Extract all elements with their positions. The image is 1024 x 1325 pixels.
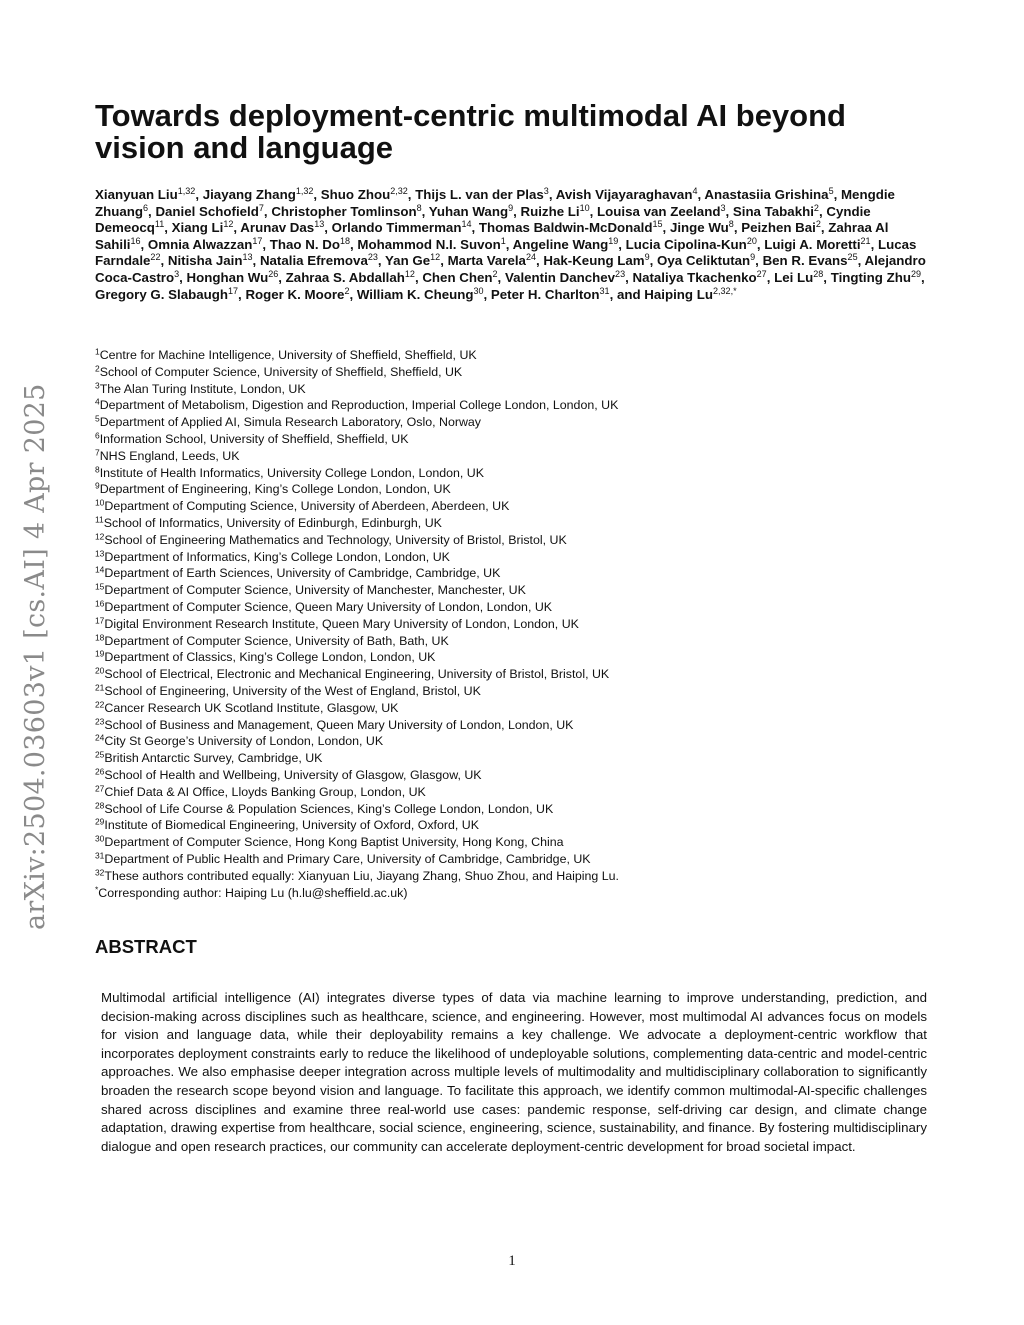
author <box>245 287 349 302</box>
author <box>172 220 234 235</box>
affiliation-text: Department of Metabolism, Digestion and Reproduction, Imperial College London, London, UK <box>99 398 619 413</box>
affiliation-item <box>95 717 915 734</box>
author-name: Yuhan Wang <box>428 203 509 219</box>
affiliation-number: 11 <box>95 514 104 525</box>
author-name: Christopher Tomlinson <box>271 203 417 219</box>
author-affiliation-marker: 22 <box>150 252 161 263</box>
affiliation-item <box>95 364 915 381</box>
affiliation-text: Information School, University of Sheffield, Sheffield, UK <box>99 431 409 446</box>
author <box>95 187 195 202</box>
author <box>491 287 610 302</box>
affiliation-number: 14 <box>95 564 105 575</box>
author-name: Sina Tabakhi <box>732 203 814 219</box>
affiliation-item <box>95 616 915 633</box>
affiliation-number: 9 <box>95 480 100 491</box>
author-affiliation-marker: 9 <box>508 202 514 213</box>
affiliation-number: * <box>95 883 99 894</box>
affiliation-number: 3 <box>95 379 100 390</box>
paper-title: Towards deployment-centric multimodal AI beyond vision and language <box>95 98 846 165</box>
author <box>448 253 536 268</box>
author-affiliation-marker: 1,32 <box>295 186 314 197</box>
author-name: Haiping Lu <box>644 286 713 302</box>
author-name: Xiang Li <box>171 220 224 236</box>
affiliation-number: 10 <box>95 497 105 508</box>
affiliation-number: 5 <box>95 413 100 424</box>
author <box>733 204 819 219</box>
author-affiliation-marker: 15 <box>652 219 663 230</box>
author <box>95 287 238 302</box>
affiliation-item <box>95 582 915 599</box>
affiliation-item <box>95 683 915 700</box>
affiliation-text: City St George’s University of London, London, UK <box>104 734 384 749</box>
affiliation-number: 24 <box>95 732 105 743</box>
author-name: Gregory G. Slabaugh <box>95 286 228 302</box>
author-name: Avish Vijayaraghavan <box>555 187 693 202</box>
affiliation-item <box>95 599 915 616</box>
author-name: Omnia Alwazzan <box>147 236 253 252</box>
author-name: Roger K. Moore <box>245 286 345 302</box>
affiliation-number: 1 <box>95 346 100 357</box>
affiliation-item <box>95 784 915 801</box>
author-name: Thao N. Do <box>269 236 340 252</box>
author-name: Valentin Danchev <box>504 269 616 285</box>
author-name: Thijs L. van der Plas <box>415 187 544 202</box>
author-name: Lucia Cipolina-Kun <box>625 236 747 252</box>
author-affiliation-marker: 3 <box>174 269 180 279</box>
author-affiliation-marker: 25 <box>847 252 858 263</box>
affiliation-number: 28 <box>95 799 105 810</box>
author <box>644 287 736 302</box>
affiliation-text: Department of Engineering, King’s College London, London, UK <box>99 482 451 497</box>
affiliation-number: 17 <box>95 615 105 626</box>
author-name: Jinge Wu <box>669 220 729 236</box>
author-name: Peizhen Bai <box>741 220 816 236</box>
author-name: Daniel Schofield <box>155 203 259 219</box>
author-affiliation-marker: 23 <box>367 252 378 263</box>
author-name: Lei Lu <box>774 269 814 285</box>
author-affiliation-marker: 11 <box>154 219 165 230</box>
affiliation-text: Department of Informatics, King’s College London, London, UK <box>104 549 450 564</box>
author-affiliation-marker: 1 <box>500 235 506 246</box>
affiliation-number: 32 <box>95 867 105 878</box>
author <box>286 270 415 285</box>
author <box>240 220 324 235</box>
author <box>429 204 513 219</box>
affiliation-text: Department of Computer Science, Hong Kong Baptist University, Hong Kong, China <box>104 835 564 850</box>
author-name: Nataliya Tkachenko <box>632 269 757 285</box>
author-affiliation-marker: 26 <box>268 269 279 279</box>
author-name: Yan Ge <box>385 253 431 269</box>
author-affiliation-marker: 2 <box>815 219 821 230</box>
arxiv-identifier-stamp: arXiv:2504.03603v1 [cs.AI] 4 Apr 2025 <box>20 383 51 930</box>
affiliation-text: Department of Public Health and Primary Care, University of Cambridge, Cambridge, UK <box>104 851 591 866</box>
affiliation-text: Institute of Health Informatics, University College London, London, UK <box>99 465 485 480</box>
affiliation-item <box>95 767 915 784</box>
author <box>632 270 766 285</box>
affiliation-number: 2 <box>95 363 100 374</box>
affiliation-text: These authors contributed equally: Xianyuan Liu, Jiayang Zhang, Shuo Zhou, and Haiping Lu. <box>104 868 619 883</box>
author-affiliation-marker: 30 <box>473 285 484 296</box>
affiliation-item <box>95 851 915 868</box>
author <box>513 237 619 252</box>
affiliation-number: 13 <box>95 547 105 558</box>
author-affiliation-marker: 19 <box>608 235 619 246</box>
affiliation-number: 26 <box>95 766 105 777</box>
author <box>763 253 858 268</box>
author-affiliation-marker: 12 <box>404 269 415 279</box>
author <box>260 253 378 268</box>
author-name: Luigi A. Moretti <box>764 236 861 252</box>
affiliation-text: The Alan Turing Institute, London, UK <box>99 381 306 396</box>
author-affiliation-marker: 2 <box>344 285 350 296</box>
affiliation-number: 22 <box>95 699 105 710</box>
affiliation-text: Department of Computer Science, University of Bath, Bath, UK <box>104 633 449 648</box>
affiliation-number: 20 <box>95 665 105 676</box>
affiliation-number: 12 <box>95 531 105 542</box>
author <box>271 204 421 219</box>
author <box>543 253 649 268</box>
affiliation-text: Department of Computer Science, University of Manchester, Manchester, UK <box>104 583 526 598</box>
author-affiliation-marker: 14 <box>461 219 472 230</box>
author-name: Thomas Baldwin-McDonald <box>478 220 653 236</box>
author-affiliation-marker: 29 <box>910 269 921 279</box>
author-name: Zahraa Al Sahili <box>95 220 889 252</box>
affiliation-text: School of Health and Wellbeing, University of Glasgow, Glasgow, UK <box>104 767 482 782</box>
author <box>203 187 314 202</box>
author-affiliation-marker: 17 <box>252 235 263 246</box>
affiliation-item <box>95 633 915 650</box>
author <box>385 253 440 268</box>
author-name: Zahraa S. Abdallah <box>285 269 405 285</box>
affiliation-number: 4 <box>95 396 100 407</box>
author-name: Ruizhe Li <box>520 203 580 219</box>
affiliation-item <box>95 515 915 532</box>
author-affiliation-marker: 13 <box>242 252 253 263</box>
affiliation-number: 15 <box>95 581 105 592</box>
author-affiliation-marker: 20 <box>746 235 757 246</box>
author <box>321 187 408 202</box>
author-affiliation-marker: 31 <box>599 285 610 296</box>
author-name: Shuo Zhou <box>320 187 391 202</box>
author-affiliation-marker: 7 <box>258 202 264 213</box>
affiliation-text: School of Electrical, Electronic and Mechanical Engineering, University of Bristol, Bristol, UK <box>104 667 610 682</box>
author <box>764 237 870 252</box>
author-name: William K. Cheung <box>356 286 474 302</box>
affiliation-number: 25 <box>95 749 105 760</box>
author <box>186 270 278 285</box>
affiliation-list <box>95 347 915 901</box>
affiliation-item <box>95 431 915 448</box>
affiliation-number: 29 <box>95 816 105 827</box>
affiliation-number: 31 <box>95 850 105 861</box>
affiliation-text: Digital Environment Research Institute, Queen Mary University of London, London, UK <box>104 616 579 631</box>
affiliation-text: School of Engineering, University of the West of England, Bristol, UK <box>104 683 481 698</box>
author-name: Marta Varela <box>447 253 526 269</box>
affiliation-number: 16 <box>95 598 105 609</box>
affiliation-item <box>95 649 915 666</box>
affiliation-item <box>95 733 915 750</box>
author <box>521 204 590 219</box>
affiliation-number: 6 <box>95 430 100 441</box>
author-affiliation-marker: 8 <box>728 219 734 230</box>
affiliation-text: Department of Computer Science, Queen Mary University of London, London, UK <box>104 599 553 614</box>
author <box>670 220 734 235</box>
affiliation-item <box>95 532 915 549</box>
author-name: Angeline Wang <box>512 236 609 252</box>
affiliation-item <box>95 481 915 498</box>
affiliation-item <box>95 666 915 683</box>
author-name: Nitisha Jain <box>167 253 243 269</box>
affiliation-text: Department of Classics, King’s College London, London, UK <box>104 650 436 665</box>
author <box>597 204 725 219</box>
author-affiliation-marker: 21 <box>860 235 871 246</box>
affiliation-text: Corresponding author: Haiping Lu (h.lu@sheffield.ac.uk) <box>98 885 408 900</box>
affiliation-item <box>95 700 915 717</box>
author-affiliation-marker: 27 <box>756 269 767 279</box>
author-affiliation-marker: 3 <box>543 186 549 197</box>
author-affiliation-marker: 24 <box>525 252 536 263</box>
affiliation-text: School of Business and Management, Queen Mary University of London, London, UK <box>104 717 574 732</box>
author-affiliation-marker: 1,32 <box>177 186 196 197</box>
affiliation-text: Department of Earth Sciences, University of Cambridge, Cambridge, UK <box>104 566 501 581</box>
affiliation-text: Department of Applied AI, Simula Research Laboratory, Oslo, Norway <box>99 415 481 430</box>
affiliation-text: School of Engineering Mathematics and Technology, University of Bristol, Bristol, UK <box>104 532 567 547</box>
affiliation-number: 19 <box>95 648 105 659</box>
author-name: Mengdie Zhuang <box>95 187 895 219</box>
author-name: Hak-Keung Lam <box>543 253 645 269</box>
author-affiliation-marker: 2 <box>492 269 498 279</box>
affiliation-item <box>95 750 915 767</box>
affiliation-number: 23 <box>95 715 105 726</box>
affiliation-item <box>95 397 915 414</box>
author-name: Tingting Zhu <box>830 269 911 285</box>
author-affiliation-marker: 2,32,* <box>713 285 737 296</box>
affiliation-text: Institute of Biomedical Engineering, University of Oxford, Oxford, UK <box>104 818 480 833</box>
author <box>415 187 549 202</box>
author <box>332 220 472 235</box>
author-name: Alejandro Coca-Castro <box>95 253 926 285</box>
author-name: Lucas Farndale <box>95 236 917 269</box>
affiliation-number: 27 <box>95 783 105 794</box>
author <box>155 204 263 219</box>
author-affiliation-marker: 18 <box>339 235 351 246</box>
affiliation-item <box>95 381 915 398</box>
author-name: Oya Celiktutan <box>657 253 751 269</box>
author-affiliation-marker: 6 <box>143 202 149 213</box>
author-affiliation-marker: 2 <box>813 202 819 213</box>
abstract-heading: ABSTRACT <box>95 936 197 957</box>
author-name: Natalia Efremova <box>259 253 368 269</box>
author-affiliation-marker: 10 <box>579 202 590 213</box>
author-affiliation-marker: 17 <box>228 285 239 296</box>
author-affiliation-marker: 28 <box>813 269 824 279</box>
author-name: Xianyuan Liu <box>95 187 178 202</box>
affiliation-item <box>95 868 915 885</box>
affiliation-text: British Antarctic Survey, Cambridge, UK <box>104 751 323 766</box>
author <box>479 220 663 235</box>
affiliation-text: Centre for Machine Intelligence, University of Sheffield, Sheffield, UK <box>99 348 477 362</box>
author-name: Jiayang Zhang <box>202 187 296 202</box>
affiliation-text: School of Computer Science, University of Sheffield, Sheffield, UK <box>99 364 463 379</box>
affiliation-text: NHS England, Leeds, UK <box>99 448 240 463</box>
author <box>831 270 921 285</box>
author-affiliation-marker: 4 <box>692 186 698 197</box>
author <box>148 237 262 252</box>
author-affiliation-marker: 12 <box>430 252 441 263</box>
author-name: Honghan Wu <box>186 269 269 285</box>
affiliation-number: 21 <box>95 682 105 693</box>
author-list: Xianyuan Liu$^{1,32}$, Jiayang Zhang$^{1,32}$, Shuo Zhou$^{2,32}$, Thijs L. van der Plas$^3$, Avish Vijayaraghavan$^4$, Anastasiia Grishina$^5$, Mengdie Zhuang$^6$, Daniel Schofield$^7$, Christopher Tomlinson$^8$, Yuhan Wang$^9$, Ruizhe Li$^{10}$, Louisa van Zeeland$^3$, Sina Tabakhi$^2$, Cyndie Demeocq$^{11}$, Xiang Li$^{12}$, Arunav Das$^{13}$, Orlando Timmerman$^{14}$, Thomas Baldwin-McDonald$^{15}$, Jinge Wu$^8$, Peizhen Bai$^2$, Zahraa Al Sahili$^{16}$, Omnia Alwazzan$^{17}$, Thao N. Do$^{18}$, Mohammod N.I. Suvon$^1$, Angeline Wang$^{19}$, Lucia Cipolina-Kun$^{20}$, Luigi A. Moretti$^{21}$, Lucas Farndale$^{22}$, Nitisha Jain$^{13}$, Natalia Efremova$^{23}$, Yan Ge$^{12}$, Marta Varela$^{24}$, Hak-Keung Lam$^9$, Oya Celiktutan$^9$, Ben R. Evans$^{25}$, Alejandro Coca-Castro$^3$, Honghan Wu$^{26}$, Zahraa S. Abdallah$^{12}$, Chen Chen$^2$, Valentin Danchev$^{23}$, Nataliya Tkachenko$^{27}$, Lei Lu$^{28}$, Tingting Zhu$^{29}$, Gregory G. Slabaugh$^{17}$, Roger K. Moore$^2$, William K. Cheung$^{30}$, Peter H. Charlton$^{31}$, and Haiping $Lu^{2,32,*}$ <box>95 186 926 302</box>
author-name: Arunav Das <box>240 220 315 236</box>
author <box>422 270 497 285</box>
affiliation-text: Chief Data & AI Office, Lloyds Banking Group, London, UK <box>104 784 426 799</box>
affiliation-item <box>95 414 915 431</box>
affiliation-item <box>95 801 915 818</box>
affiliation-item <box>95 465 915 482</box>
page-number: 1 <box>508 1253 516 1269</box>
author-affiliation-marker: 16 <box>130 235 141 246</box>
author-affiliation-marker: 5 <box>828 186 834 197</box>
affiliation-number: 30 <box>95 833 105 844</box>
abstract-body: Multimodal artificial intelligence (AI) integrates diverse types of data via machine learning to improve understanding, prediction, and decision-making across disciplines such as healthcare, science, and engineering. However, most multimodal AI advances focus on models for vision and language data, while their deployability remains a key challenge. We advocate a deployment-centric workflow that incorporates deployment constraints early to reduce the likelihood of undeployable solutions, complementing data-centric and model-centric approaches. We also emphasise deeper integration across multiple levels of multimodality and multidisciplinary collaboration to significantly broaden the research scope beyond vision and language. To facilitate this approach, we identify common multimodal-AI-specific challenges shared across disciplines and examine three real-world use cases: pandemic response, self-driving car design, and climate change adaptation, drawing expertise from healthcare, social science, engineering, science, sustainability, and finance. By fostering multidisciplinary dialogue and open research practices, our community can accelerate deployment-centric development for broad societal impact. <box>101 990 927 1154</box>
affiliation-text: School of Life Course & Population Sciences, King’s College London, London, UK <box>104 801 554 816</box>
author <box>657 253 755 268</box>
author-affiliation-marker: 2,32 <box>390 186 408 197</box>
author <box>357 237 505 252</box>
author <box>556 187 698 202</box>
author-name: Louisa van Zeeland <box>597 203 721 219</box>
author-affiliation-marker: 3 <box>720 202 726 213</box>
affiliation-number: 18 <box>95 631 105 642</box>
author-name: Anastasiia Grishina <box>704 187 829 202</box>
author-name: Chen Chen <box>422 269 493 285</box>
author <box>774 270 823 285</box>
affiliation-number: 8 <box>95 463 100 474</box>
author-name: Orlando Timmerman <box>331 220 462 236</box>
author <box>741 220 821 235</box>
author-affiliation-marker: 12 <box>223 219 234 230</box>
author-affiliation-marker: 13 <box>314 219 325 230</box>
author <box>357 287 484 302</box>
affiliation-item <box>95 885 915 902</box>
author-name: Mohammod N.I. Suvon <box>357 236 501 252</box>
affiliation-item <box>95 817 915 834</box>
affiliation-item <box>95 347 915 364</box>
author-name: Ben R. Evans <box>762 253 848 269</box>
affiliation-number: 7 <box>95 447 100 458</box>
author <box>505 270 625 285</box>
affiliation-item <box>95 565 915 582</box>
author-name: Peter H. Charlton <box>490 286 600 302</box>
author-affiliation-marker: 9 <box>644 252 650 263</box>
author <box>704 187 833 202</box>
affiliation-text: School of Informatics, University of Edinburgh, Edinburgh, UK <box>103 515 442 530</box>
affiliation-item <box>95 448 915 465</box>
affiliation-text: Department of Computing Science, University of Aberdeen, Aberdeen, UK <box>104 499 510 514</box>
affiliation-item <box>95 498 915 515</box>
author <box>626 237 757 252</box>
affiliation-text: Cancer Research UK Scotland Institute, Glasgow, UK <box>104 700 399 715</box>
author <box>168 253 253 268</box>
author-affiliation-marker: 9 <box>750 252 756 263</box>
author <box>270 237 350 252</box>
author-name: Cyndie Demeocq <box>95 203 871 236</box>
affiliation-item <box>95 549 915 566</box>
affiliation-item <box>95 834 915 851</box>
author-affiliation-marker: 23 <box>615 269 626 279</box>
author-affiliation-marker: 8 <box>416 202 422 213</box>
